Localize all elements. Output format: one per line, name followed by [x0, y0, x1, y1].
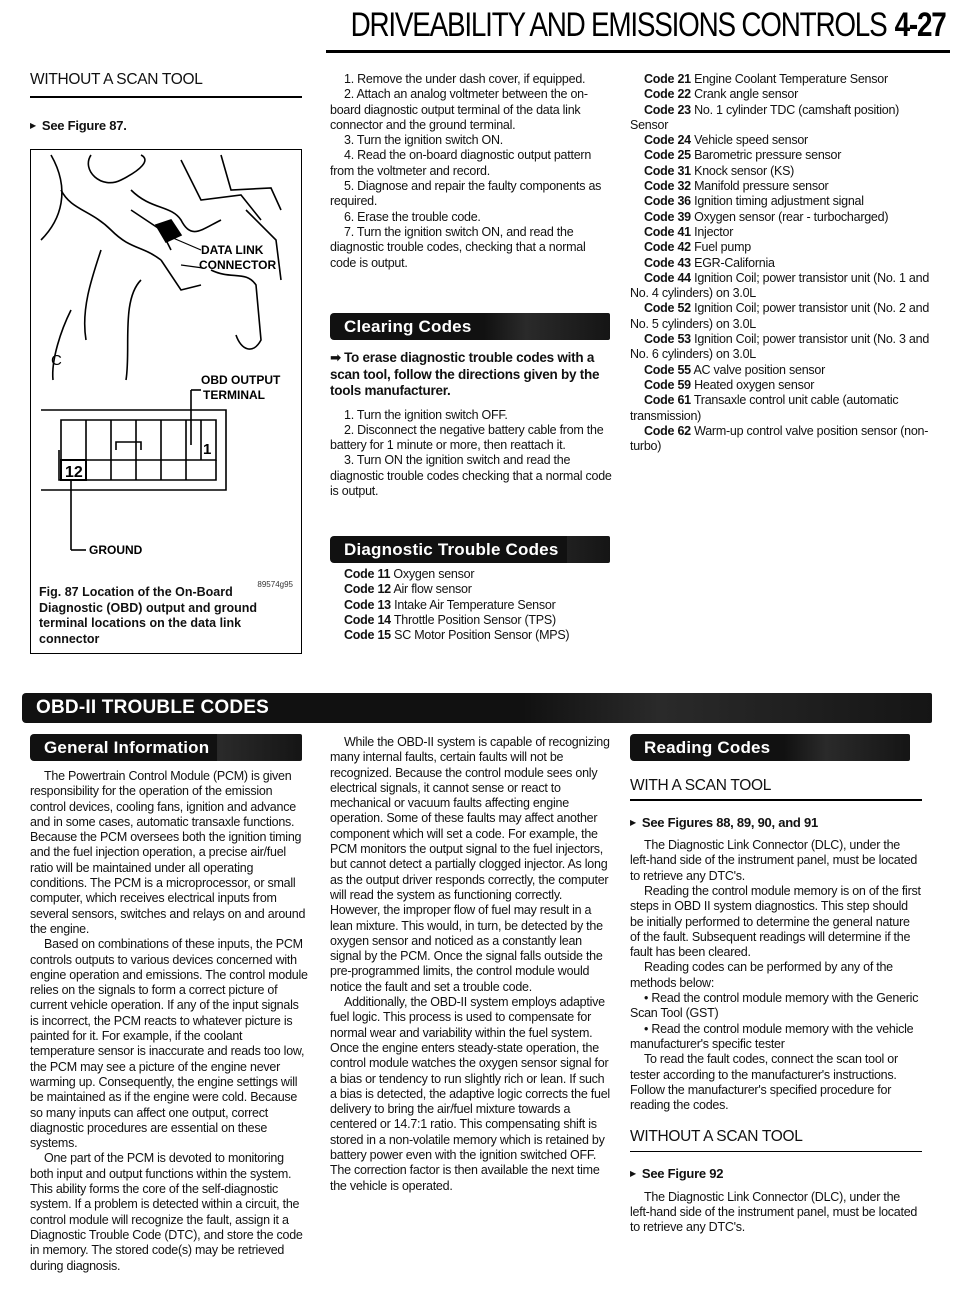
code-item	[630, 210, 930, 225]
code-desc: Ignition Coil; power transistor unit (No. 3 and No. 6 cylinders) on 3.0L	[630, 332, 930, 362]
code-item	[330, 582, 612, 597]
reading-paragraph-1: The Diagnostic Link Connector (DLC), under the left-hand side of the instrument panel, must be located to retrieve any DTC's.	[630, 838, 918, 883]
reading-paragraph-2: Reading the control module memory is on of the first steps in OBD II system diagnostics. This step should be initially performed to determine the general nature of the fault. Subsequent readings will determine if the fault has been cleared.	[630, 883, 921, 960]
code-desc: Injector	[694, 224, 734, 239]
code-item	[330, 628, 612, 643]
code-number: Code 59	[644, 377, 691, 392]
code-number: Code 61	[644, 393, 691, 408]
code-desc: Fuel pump	[694, 240, 751, 255]
code-number: Code 53	[644, 332, 691, 347]
heading-rule	[630, 1151, 922, 1153]
data-link-label: DATA LINK	[201, 243, 264, 257]
clearing-step-2: 2. Disconnect the negative battery cable from the battery for 1 minute or more, then reattach it.	[330, 422, 604, 453]
step-7: 7. Turn the ignition switch ON, and read the diagnostic trouble codes, checking that a normal code is output.	[330, 224, 586, 270]
code-desc: Vehicle speed sensor	[694, 133, 808, 148]
code-desc: EGR-California	[694, 255, 775, 270]
middle-paragraph-2: Additionally, the OBD-II system employs adaptive fuel logic. This process is used to compensate for normal wear and variability within the fuel system. Once the engine enters steady-state operation, the control module watches the oxygen sensor signal for a bias or tendency to run slightly rich or lean. If such a bias is detected, the adaptive logic corrects the fuel delivery to bring the air/fuel mixture towards a centered or 14.7:1 ratio. This compensating shift is stored in a non-volatile memory which is retained by battery power even with the ignition switched OFF. The correction factor is then available the next time the vehicle is operated.	[330, 995, 610, 1193]
code-desc: SC Motor Position Sensor (MPS)	[394, 628, 570, 643]
see-figure-87: ▶ See Figure 87.	[30, 118, 304, 133]
clearing-block	[330, 350, 612, 499]
reading-paragraph-5: The Diagnostic Link Connector (DLC), under the left-hand side of the instrument panel, must be located to retrieve any DTC's.	[630, 1189, 918, 1235]
code-item	[330, 613, 612, 628]
code-desc: Crank angle sensor	[694, 87, 799, 102]
code-desc: AC valve position sensor	[693, 362, 826, 377]
general-information-title: General Information	[44, 734, 217, 761]
clearing-step-3: 3. Turn ON the ignition switch and read the diagnostic trouble codes checking that a normal code is output.	[330, 453, 612, 498]
reading-bullet-2: • Read the control module memory with the vehicle manufacturer's specific tester	[630, 1021, 914, 1051]
pin-1-label: 1	[203, 441, 212, 458]
heading-with-scan-tool: WITH A SCAN TOOL	[630, 777, 772, 794]
code-item	[630, 240, 930, 255]
dtc-list-2	[630, 72, 930, 454]
dtc-list-1	[330, 567, 612, 643]
code-number: Code 32	[644, 179, 691, 194]
code-desc: Engine Coolant Temperature Sensor	[694, 72, 888, 86]
figure-87	[30, 149, 302, 654]
code-number: Code 41	[644, 224, 691, 239]
see-figure-92: ▶ See Figure 92	[630, 1166, 922, 1181]
code-number: Code 15	[344, 628, 391, 643]
page-header	[351, 6, 946, 45]
code-number: Code 21	[644, 72, 691, 86]
code-desc: Barometric pressure sensor	[694, 148, 842, 163]
code-number: Code 14	[344, 612, 391, 627]
code-number: Code 13	[344, 597, 391, 612]
general-paragraph-1: The Powertrain Control Module (PCM) is given responsibility for the operation of the emission control devices, cooling fans, ignition and advance and in some cases, automatic transaxle functions. Because the PCM oversees both the ignition timing and the fuel injection operation, a precise air/fuel ratio will be maintained under all operating conditions. The PCM is a microprocessor, or small computer, which receives electrical inputs from several sensors, switches and relays on and around the engine.	[30, 769, 306, 936]
code-item	[330, 567, 612, 582]
figure-caption: Fig. 87 Location of the On-Board Diagnostic (OBD) output and ground terminal locations on the data link connector	[39, 585, 258, 646]
code-item	[330, 598, 612, 613]
code-number: Code 43	[644, 255, 691, 270]
code-item	[630, 378, 930, 393]
code-item	[630, 179, 930, 194]
figure-code: 89574g95	[257, 580, 293, 589]
code-number: Code 36	[644, 194, 691, 209]
code-item	[630, 256, 930, 271]
clearing-codes-banner	[330, 313, 610, 340]
figure-letter-c: C	[51, 352, 62, 369]
reading-codes-title: Reading Codes	[644, 734, 778, 761]
code-desc: Heated oxygen sensor	[694, 377, 815, 392]
chapter-title: DRIVEABILITY AND EMISSIONS CONTROLS	[351, 6, 887, 44]
reading-codes-banner	[630, 734, 910, 761]
step-3: 3. Turn the ignition switch ON.	[344, 133, 503, 148]
code-number: Code 52	[644, 301, 691, 316]
general-information-banner	[30, 734, 302, 761]
code-item	[630, 393, 930, 424]
clearing-codes-title: Clearing Codes	[344, 313, 480, 340]
code-number: Code 12	[344, 582, 391, 597]
general-information-text	[30, 769, 310, 1274]
connector-label: CONNECTOR	[199, 258, 277, 272]
step-1: 1. Remove the under dash cover, if equipped.	[344, 72, 586, 86]
code-item	[630, 164, 930, 179]
general-paragraph-2: Based on combinations of these inputs, the PCM controls outputs to various devices concerned with engine operation and emissions. The control module relies on the signals to form a correct picture of current vehicle operation. If any of the input signals is incorrect, the PCM reacts to whatever picture is painted for it. For example, if the coolant temperature sensor is inaccurate and reads too low, the PCM may see a picture of the engine never warming up. Consequently, the engine settings will be maintained as if the engine were cold. Because so many inputs can affect one output, correct diagnostic procedures are essential on these systems.	[30, 937, 308, 1151]
ground-label: GROUND	[89, 543, 143, 557]
code-item	[630, 133, 930, 148]
code-number: Code 31	[644, 163, 691, 178]
clearing-note: ➡ To erase diagnostic trouble codes with a scan tool, follow the directions given by the tools manufacturer.	[330, 350, 612, 400]
code-desc: Warm-up control valve position sensor (non-turbo)	[630, 423, 929, 454]
code-desc: Manifold pressure sensor	[694, 179, 829, 194]
pin-12-label: 12	[65, 464, 83, 481]
step-5: 5. Diagnose and repair the faulty components as required.	[330, 179, 602, 209]
obd-output-label: OBD OUTPUT	[201, 373, 281, 387]
clearing-step-1: 1. Turn the ignition switch OFF.	[344, 407, 508, 422]
code-number: Code 44	[644, 270, 691, 285]
code-number: Code 24	[644, 133, 691, 148]
dtc-title: Diagnostic Trouble Codes	[344, 536, 567, 563]
code-number: Code 55	[644, 362, 691, 377]
see-figures-88-91: ▶ See Figures 88, 89, 90, and 91	[630, 815, 922, 830]
code-item	[630, 194, 930, 209]
obd2-trouble-codes-banner	[22, 693, 932, 723]
code-item	[630, 225, 930, 240]
code-item	[630, 363, 930, 378]
code-item	[630, 103, 930, 134]
reading-bullet-1: • Read the control module memory with the Generic Scan Tool (GST)	[630, 991, 919, 1021]
code-number: Code 42	[644, 240, 691, 255]
code-item	[630, 271, 930, 302]
bullet-text: Read the control module memory with the vehicle manufacturer's specific tester	[630, 1021, 914, 1051]
code-number: Code 62	[644, 423, 691, 438]
code-desc: Transaxle control unit cable (automatic transmission)	[630, 393, 899, 423]
obd2-title: OBD-II TROUBLE CODES	[36, 693, 277, 723]
obd2-middle-text	[330, 735, 612, 1194]
code-desc: Knock sensor (KS)	[694, 163, 795, 178]
code-desc: Throttle Position Sensor (TPS)	[393, 612, 556, 627]
col1-top	[30, 72, 304, 87]
code-number: Code 11	[344, 567, 391, 581]
page-number: 4-27	[895, 6, 946, 44]
code-number: Code 22	[644, 87, 691, 102]
bullet-text: Read the control module memory with the Generic Scan Tool (GST)	[630, 991, 919, 1021]
code-desc: Ignition Coil; power transistor unit (No. 2 and No. 5 cylinders) on 3.0L	[630, 301, 930, 331]
middle-paragraph-1: While the OBD-II system is capable of recognizing many internal faults, certain faults will not be recognized. Because the control module sees only electrical signals, it cannot sense or react to mechanical or vacuum faults affecting engine operation. Some of these faults may affect another component which will set a code. For example, the PCM monitors the output signal to the fuel injectors, but cannot detect a partially clogged injector. As long as the output driver responds correctly, the computer will read the system as functioning correctly. However, the improper flow of fuel may result in a lean mixture. This would, in turn, be detected by the oxygen sensor and noticed as a constantly lean signal by the PCM. Once the signal falls outside the pre-programmed limits, the control module would notice the fault and set a trouble code.	[330, 735, 610, 994]
general-paragraph-3: One part of the PCM is devoted to monitoring both input and output functions within the system. This ability forms the core of the self-diagnostic system. If a problem is detected within a circuit, the control module will recognize the fault, assign it a Diagnostic Trouble Code (DTC), and store the code in memory. The stored code(s) may be retrieved during diagnosis.	[30, 1151, 303, 1273]
code-item	[630, 424, 930, 455]
code-desc: Air flow sensor	[393, 582, 472, 597]
code-desc: Oxygen sensor	[393, 567, 475, 581]
reading-paragraph-4: To read the fault codes, connect the scan tool or tester according to the manufacturer's instructions. Follow the manufacturer's specified procedure for reading the codes.	[630, 1052, 898, 1113]
code-item	[630, 332, 930, 363]
code-number: Code 39	[644, 209, 691, 224]
code-number: Code 23	[644, 102, 691, 117]
heading-without-scan-tool-2: WITHOUT A SCAN TOOL	[630, 1128, 803, 1146]
reading-paragraph-3: Reading codes can be performed by any of the methods below:	[630, 960, 893, 990]
see-figure-block	[30, 118, 304, 133]
terminal-label: TERMINAL	[203, 388, 265, 402]
code-item	[630, 87, 930, 102]
code-desc: No. 1 cylinder TDC (camshaft position) Sensor	[630, 102, 900, 132]
heading-rule	[30, 96, 302, 98]
code-item	[630, 148, 930, 163]
header-rule	[326, 50, 950, 53]
code-desc: Oxygen sensor (rear - turbocharged)	[694, 209, 889, 224]
section-heading-without-scan-tool: WITHOUT A SCAN TOOL	[30, 71, 203, 88]
code-number: Code 25	[644, 148, 691, 163]
step-6: 6. Erase the trouble code.	[344, 209, 481, 224]
step-2: 2. Attach an analog voltmeter between the on-board diagnostic output terminal of the data link connector and the ground terminal.	[330, 87, 588, 132]
code-desc: Intake Air Temperature Sensor	[394, 597, 556, 612]
obd-connector-diagram	[31, 150, 300, 580]
code-item	[630, 72, 930, 87]
heading-rule	[630, 799, 922, 801]
dtc-banner	[330, 536, 610, 563]
reading-codes-text	[630, 778, 922, 1235]
code-desc: Ignition timing adjustment signal	[694, 194, 864, 209]
col2-top	[330, 72, 612, 271]
code-desc: Ignition Coil; power transistor unit (No. 1 and No. 4 cylinders) on 3.0L	[630, 270, 930, 301]
code-item	[630, 301, 930, 332]
step-4: 4. Read the on-board diagnostic output pattern from the voltmeter and record.	[330, 148, 592, 178]
